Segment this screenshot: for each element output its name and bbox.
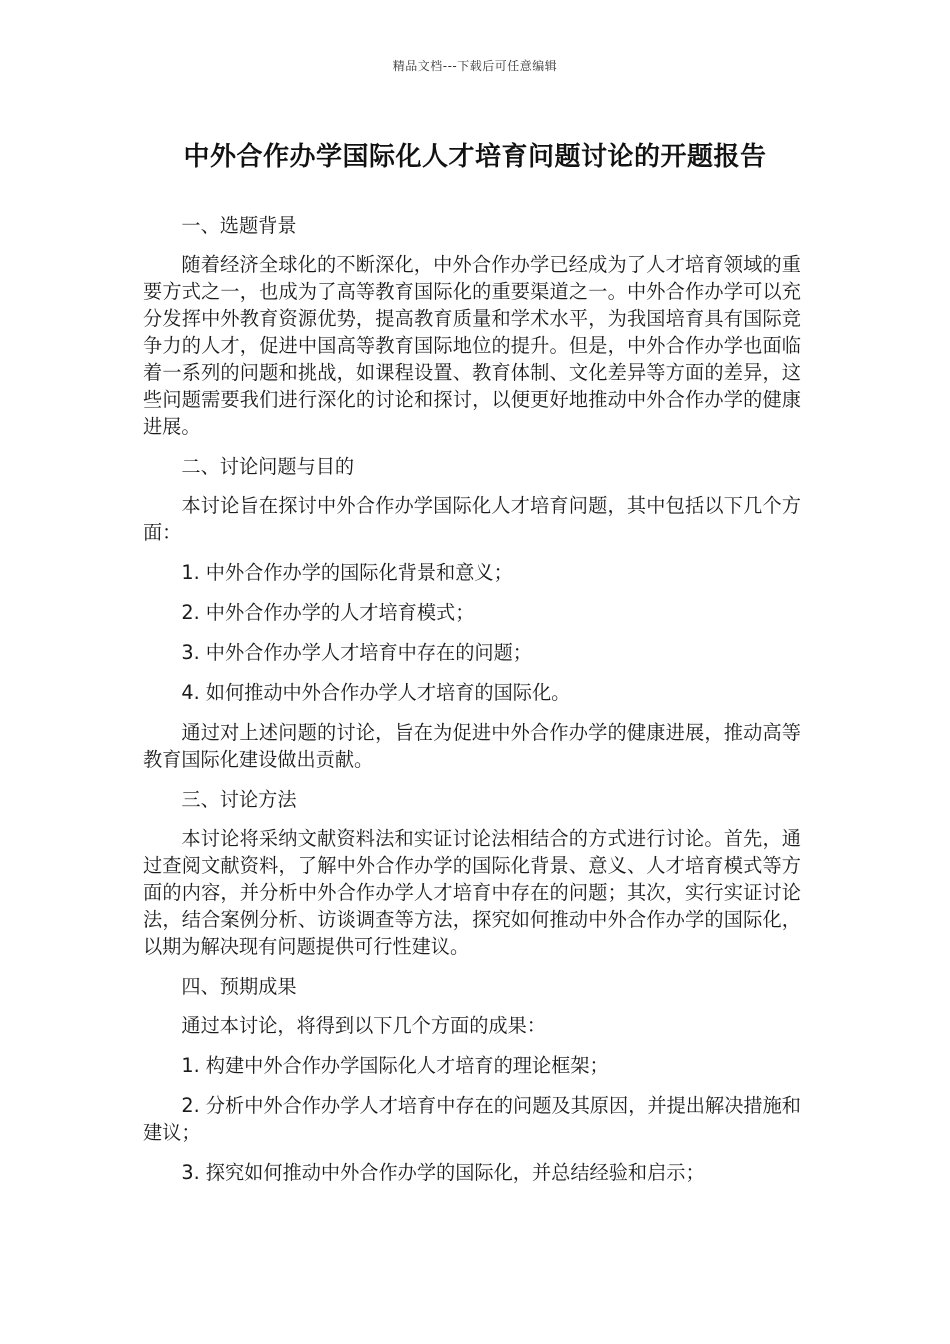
document-title: 中外合作办学国际化人才培育问题讨论的开题报告: [183, 142, 767, 172]
list-item-outcome-3: 3. 探究如何推动中外合作办学的国际化，并总结经验和启示；: [181, 1161, 705, 1184]
list-item-question-2: 2. 中外合作办学的人才培育模式；: [181, 601, 475, 624]
paragraph-outcomes-intro: 通过本讨论，将得到以下几个方面的成果：: [181, 1014, 546, 1037]
section-heading-background: 一、选题背景: [181, 214, 297, 237]
section-heading-methods: 三、讨论方法: [181, 788, 297, 811]
list-item-question-3: 3. 中外合作办学人才培育中存在的问题；: [181, 641, 532, 664]
section-heading-outcomes: 四、预期成果: [181, 975, 297, 998]
list-item-question-1: 1. 中外合作办学的国际化背景和意义；: [181, 561, 513, 584]
paragraph-purpose: 通过对上述问题的讨论，旨在为促进中外合作办学的健康进展，推动高等教育国际化建设做出贡献。: [143, 721, 801, 771]
list-item-question-4: 4. 如何推动中外合作办学人才培育的国际化。: [181, 681, 571, 704]
section-heading-questions: 二、讨论问题与目的: [181, 455, 355, 478]
header-note: 精品文档---下载后可任意编辑: [392, 59, 558, 73]
document-body: [143, 212, 801, 1199]
paragraph-background: 随着经济全球化的不断深化，中外合作办学已经成为了人才培育领域的重要方式之一，也成为了高等教育国际化的重要渠道之一。中外合作办学可以充分发挥中外教育资源优势，提高教育质量和学术水平，为我国培育具有国际竞争力的人才，促进中国高等教育国际地位的提升。但是，中外合作办学也面临着一系列的问题和挑战，如课程设置、教育体制、文化差异等方面的差异，这些问题需要我们进行深化的讨论和探讨，以便更好地推动中外合作办学的健康进展。: [143, 253, 801, 438]
paragraph-questions-intro: 本讨论旨在探讨中外合作办学国际化人才培育问题，其中包括以下几个方面：: [143, 494, 801, 544]
list-item-outcome-2: 2. 分析中外合作办学人才培育中存在的问题及其原因，并提出解决措施和建议；: [143, 1094, 801, 1144]
list-item-outcome-1: 1. 构建中外合作办学国际化人才培育的理论框架；: [181, 1054, 609, 1077]
paragraph-methods: 本讨论将采纳文献资料法和实证讨论法相结合的方式进行讨论。首先，通过查阅文献资料，了解中外合作办学的国际化背景、意义、人才培育模式等方面的内容，并分析中外合作办学人才培育中存在的问题；其次，实行实证讨论法，结合案例分析、访谈调查等方法，探究如何推动中外合作办学的国际化，以期为解决现有问题提供可行性建议。: [143, 827, 801, 958]
